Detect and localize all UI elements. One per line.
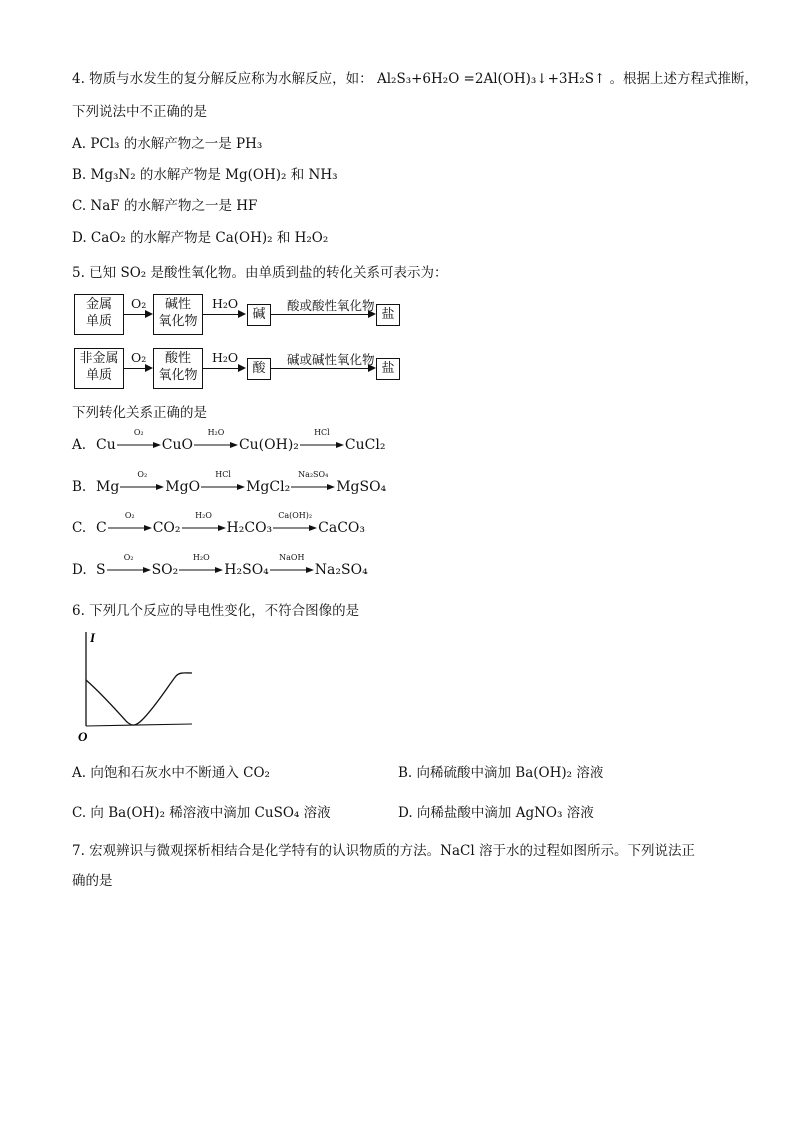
reaction-condition: HCl xyxy=(215,470,231,479)
reaction-arrow xyxy=(291,470,335,495)
q4-stem-line2: 下列说法中不正确的是 xyxy=(72,104,207,120)
flow2-start-box xyxy=(74,348,124,389)
reaction-species: CO₂ xyxy=(152,520,181,536)
reaction-species: CuCl₂ xyxy=(344,437,386,453)
flow1-arrow2-head xyxy=(238,310,246,318)
q5-option-d xyxy=(72,553,368,578)
q4-option-a: A. PCl₃ 的水解产物之一是 PH₃ xyxy=(72,136,263,152)
reaction-arrow xyxy=(270,553,314,578)
reaction-species: Na₂SO₄ xyxy=(314,562,368,578)
flow1-arrow2-line xyxy=(202,314,240,315)
flow1-start-line2: 单质 xyxy=(85,314,112,329)
option-letter: A. xyxy=(72,437,87,453)
flow1-mid-line2: 氧化物 xyxy=(158,314,198,329)
reaction-condition: O₂ xyxy=(133,428,144,437)
right-arrow-icon xyxy=(194,441,238,449)
q5-option-c xyxy=(72,511,366,536)
q5-stem: 5. 已知 SO₂ 是酸性氧化物。由单质到盐的转化关系可表示为： xyxy=(72,265,448,281)
q6-option-c: C. 向 Ba(OH)₂ 稀溶液中滴加 CuSO₄ 溶液 xyxy=(72,805,331,821)
flow1-arrow1-line xyxy=(123,314,147,315)
option-letter: D. xyxy=(72,562,87,578)
right-arrow-icon xyxy=(291,483,335,491)
reaction-arrow xyxy=(300,428,344,453)
flow2-mid-line1: 酸性 xyxy=(164,351,191,366)
flow1-arrow3-head xyxy=(368,310,376,318)
q6-option-d: D. 向稀盐酸中滴加 AgNO₃ 溶液 xyxy=(398,805,594,821)
q5-option-a xyxy=(72,428,386,453)
flow2-mid-line2: 氧化物 xyxy=(158,368,198,383)
q4-option-d: D. CaO₂ 的水解产物是 Ca(OH)₂ 和 H₂O₂ xyxy=(72,230,329,246)
reaction-species: C xyxy=(96,520,107,536)
flow1-arrow1-label: O₂ xyxy=(131,296,147,311)
right-arrow-icon xyxy=(108,524,152,532)
flow1-arrow2-label: H₂O xyxy=(212,296,239,311)
reaction-species: Cu(OH)₂ xyxy=(238,437,299,453)
right-arrow-icon xyxy=(182,524,226,532)
option-letter: C. xyxy=(72,520,87,536)
reaction-arrow xyxy=(182,511,226,536)
reaction-condition: H₂O xyxy=(192,553,210,562)
q4-stem-line1 xyxy=(72,67,758,87)
reaction-species: SO₂ xyxy=(151,562,179,578)
reaction-species: MgSO₄ xyxy=(336,479,387,495)
right-arrow-icon xyxy=(273,524,317,532)
reaction-arrow xyxy=(273,511,317,536)
reaction-arrow xyxy=(194,428,238,453)
flow2-arrow3-head xyxy=(368,364,376,372)
q6-option-a: A. 向饱和石灰水中不断通入 CO₂ xyxy=(72,765,270,781)
flow2-start-line1: 非金属 xyxy=(79,351,119,366)
flow1-arrow3-line xyxy=(270,314,370,315)
reaction-species: CaCO₃ xyxy=(318,520,366,536)
flow1-start-box xyxy=(74,294,124,335)
flow2-arrow1-line xyxy=(123,368,147,369)
flow2-arrow1-label: O₂ xyxy=(131,350,147,365)
reaction-species: H₂CO₃ xyxy=(226,520,273,536)
reaction-arrow xyxy=(120,470,164,495)
reaction-arrow xyxy=(179,553,223,578)
reaction-species: Mg xyxy=(96,479,120,495)
flow2-arrow2-line xyxy=(202,368,240,369)
right-arrow-icon xyxy=(300,441,344,449)
reaction-condition: O₂ xyxy=(123,553,134,562)
reaction-condition: NaOH xyxy=(279,553,305,562)
reaction-species: MgO xyxy=(165,479,201,495)
right-arrow-icon xyxy=(201,483,245,491)
flow2-arrow3-line xyxy=(270,368,370,369)
flow1-arrow3-label: 酸或酸性氧化物 xyxy=(287,298,375,313)
reaction-condition: H₂O xyxy=(207,428,225,437)
flow2-arrow2-label: H₂O xyxy=(212,350,239,365)
flow2-arrow1-head xyxy=(145,364,153,372)
conductivity-graph xyxy=(72,628,202,743)
flow1-mid-box xyxy=(153,294,203,335)
q6-option-b: B. 向稀硫酸中滴加 Ba(OH)₂ 溶液 xyxy=(398,765,604,781)
reaction-arrow xyxy=(108,511,152,536)
right-arrow-icon xyxy=(120,483,164,491)
q4-stem-tail: 。根据上述方程式推断， xyxy=(609,71,759,87)
reaction-species: MgCl₂ xyxy=(246,479,291,495)
reaction-condition: Ca(OH)₂ xyxy=(278,511,313,520)
q4-option-b: B. Mg₃N₂ 的水解产物是 Mg(OH)₂ 和 NH₃ xyxy=(72,167,338,183)
flow2-arrow2-head xyxy=(238,364,246,372)
flow1-end-box: 盐 xyxy=(376,304,400,326)
flow2-start-line2: 单质 xyxy=(85,368,112,383)
option-letter: B. xyxy=(72,479,87,495)
flow1-start-line1: 金属 xyxy=(85,297,112,312)
q5-prompt: 下列转化关系正确的是 xyxy=(72,405,207,421)
q7-stem-line2: 确的是 xyxy=(72,873,113,889)
graph-y-label: I xyxy=(90,630,96,645)
reaction-condition: Na₂SO₄ xyxy=(298,470,329,479)
reaction-species: S xyxy=(96,562,106,578)
flow1-arrow1-head xyxy=(145,310,153,318)
flow1-product-box: 碱 xyxy=(247,304,271,326)
graph-x-axis xyxy=(86,724,192,726)
reaction-arrow xyxy=(107,553,151,578)
q7-stem-line1: 7. 宏观辨识与微观探析相结合是化学特有的认识物质的方法。NaCl 溶于水的过程如图所示。下列说法正 xyxy=(72,843,695,859)
q4-option-c: C. NaF 的水解产物之一是 HF xyxy=(72,198,258,214)
right-arrow-icon xyxy=(179,566,223,574)
reaction-species: Cu xyxy=(96,437,116,453)
reaction-species: H₂SO₄ xyxy=(224,562,269,578)
reaction-condition: O₂ xyxy=(124,511,135,520)
reaction-condition: H₂O xyxy=(195,511,212,520)
right-arrow-icon xyxy=(270,566,314,574)
reaction-species: CuO xyxy=(161,437,193,453)
right-arrow-icon xyxy=(107,566,151,574)
reaction-condition: O₂ xyxy=(137,470,148,479)
graph-curve xyxy=(86,673,192,725)
q6-stem: 6. 下列几个反应的导电性变化，不符合图像的是 xyxy=(72,603,360,619)
graph-origin-label: O xyxy=(78,729,88,743)
reaction-arrow xyxy=(117,428,161,453)
q5-option-b xyxy=(72,470,387,495)
flow1-mid-line1: 碱性 xyxy=(164,297,191,312)
flow2-product-box: 酸 xyxy=(247,358,271,380)
flow2-mid-box xyxy=(153,348,203,389)
q4-equation: Al₂S₃+6H₂O =2Al(OH)₃↓+3H₂S↑ xyxy=(376,71,606,87)
reaction-arrow xyxy=(201,470,245,495)
flow2-end-box: 盐 xyxy=(376,358,400,380)
q4-stem-text: 4. 物质与水发生的复分解反应称为水解反应，如： xyxy=(72,71,373,87)
right-arrow-icon xyxy=(117,441,161,449)
reaction-condition: HCl xyxy=(314,428,330,437)
flow2-arrow3-label: 碱或碱性氧化物 xyxy=(287,352,375,367)
